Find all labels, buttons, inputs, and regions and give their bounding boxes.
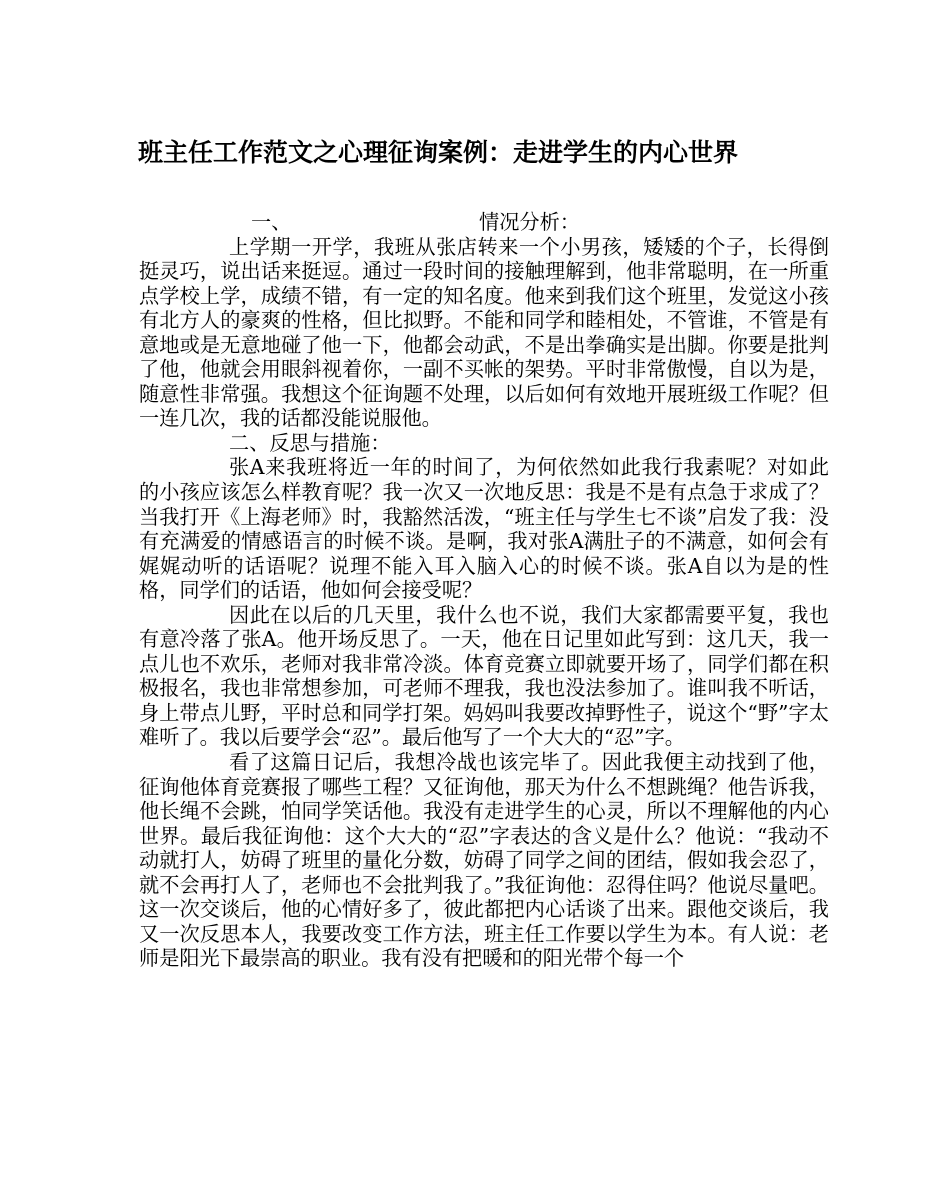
section-1-paragraph: 上学期一开学，我班从张店转来一个小男孩，矮矮的个子，长得倒挺灵巧，说出话来挺逗。通过一段时间的接触理解到，他非常聪明，在一所重点学校上学，成绩不错，有一定的知名度。他来到我们这个班里，发觉这小孩有北方人的豪爽的性格，但比拟野。不能和同学和睦相处，不管谁，不管是有意地或是无意地碰了他一下，他都会动武，不是出拳确实是出脚。你要是批判了他，他就会用眼斜视着你，一副不买帐的架势。平时非常傲慢，自以为是，随意性非常强。我想这个征询题不处理，以后如何有效地开展班级工作呢？但一连几次，我的话都没能说服他。: [139, 234, 829, 431]
section-1-number: 一、: [251, 210, 292, 234]
section-2-heading: 二、反思与措施：: [229, 430, 391, 455]
section-2-paragraph-2: 因此在以后的几天里，我什么也不说，我们大家都需要平复，我也有意冷落了张A。他开场反思了。一天，他在日记里如此写到：这几天，我一点儿也不欢乐，老师对我非常冷淡。体育竞赛立即就要开场了，同学们都在积极报名，我也非常想参加，可老师不理我，我也没法参加了。谁叫我不听话，身上带点儿野，平时总和同学打架。妈妈叫我要改掉野性子，说这个“野”字太难听了。我以后要学会“忍”。最后他写了一个大大的“忍”字。: [139, 602, 829, 750]
section-1-title: 情况分析：: [479, 210, 580, 234]
section-1-heading: [139, 210, 829, 235]
section-2-paragraph-3: 看了这篇日记后，我想冷战也该完毕了。因此我便主动找到了他，征询他体育竞赛报了哪些工程？又征询他，那天为什么不想跳绳？他告诉我，他长绳不会跳，怕同学笑话他。我没有走进学生的心灵，所以不理解他的内心世界。最后我征询他：这个大大的“忍”字表达的含义是什么？他说：“我动不动就打人，妨碍了班里的量化分数，妨碍了同学之间的团结，假如我会忍了，就不会再打人了，老师也不会批判我了。”我征询他：忍得住吗？他说尽量吧。这一次交谈后，他的心情好多了，彼此都把内心话谈了出来。跟他交谈后，我又一次反思本人，我要改变工作方法，班主任工作要以学生为本。有人说：老师是阳光下最崇高的职业。我有没有把暖和的阳光带个每一个: [139, 750, 829, 971]
document-body: [139, 210, 829, 971]
section-2-paragraph-1: 张A来我班将近一年的时间了，为何依然如此我行我素呢？对如此的小孩应该怎么样教育呢？我一次又一次地反思：我是不是有点急于求成了？当我打开《上海老师》时，我豁然活泼，“班主任与学生七不谈”启发了我：没有充满爱的情感语言的时候不谈。是啊，我对张A满肚子的不满意，如何会有娓娓动听的话语呢？说理不能入耳入脑入心的时候不谈。张A自以为是的性格，同学们的话语，他如何会接受呢？: [139, 455, 829, 603]
document-title: 班主任工作范文之心理征询案例：走进学生的内心世界: [138, 138, 739, 167]
